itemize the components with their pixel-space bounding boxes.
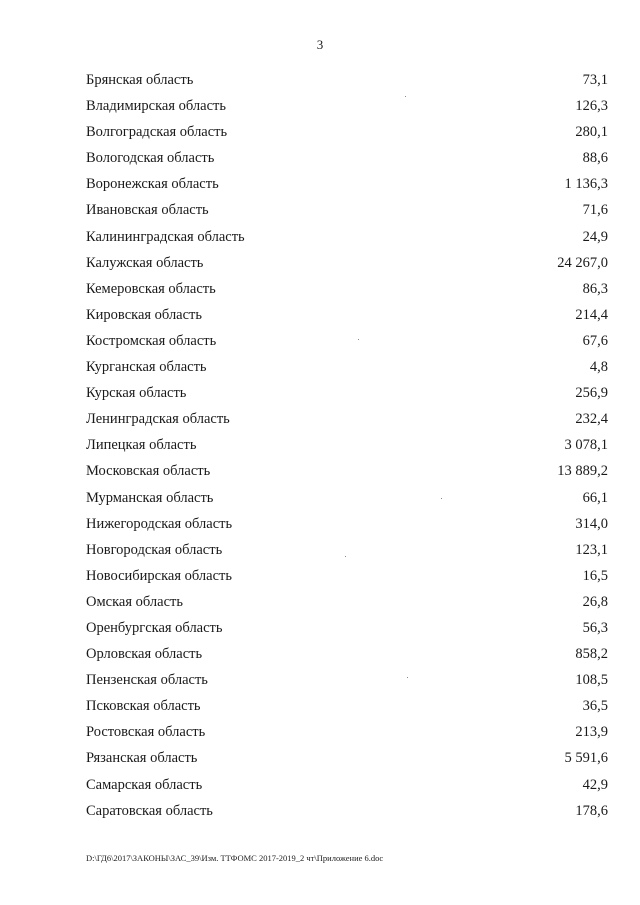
region-value: 3 078,1 <box>564 437 608 454</box>
table-row <box>86 563 608 589</box>
table-row <box>86 589 608 615</box>
table-row <box>86 380 608 406</box>
region-value: 1 136,3 <box>564 176 608 193</box>
region-name: Кировская область <box>86 306 203 323</box>
table-row <box>86 145 608 171</box>
table-row <box>86 693 608 719</box>
region-value: 280,1 <box>575 124 608 141</box>
region-name: Брянская область <box>86 72 194 88</box>
region-value: 71,6 <box>582 202 608 219</box>
scan-speck <box>345 556 346 557</box>
region-name: Воронежская область <box>86 176 219 193</box>
region-name: Оренбургская область <box>86 619 223 636</box>
region-name: Кемеровская область <box>86 280 216 297</box>
table-row <box>86 537 608 563</box>
table-row <box>86 615 608 641</box>
region-name: Ивановская область <box>86 202 209 219</box>
region-value: 858,2 <box>575 646 608 663</box>
region-value: 73,1 <box>582 72 608 88</box>
region-value: 42,9 <box>582 776 608 793</box>
table-row <box>86 745 608 771</box>
scan-speck <box>405 96 406 97</box>
table-row <box>86 354 608 380</box>
table-row <box>86 276 608 302</box>
table-row <box>86 458 608 484</box>
region-name: Омская область <box>86 593 183 610</box>
region-name: Самарская область <box>86 776 203 793</box>
region-name: Вологодская область <box>86 150 215 167</box>
scan-speck <box>407 677 408 678</box>
region-name: Костромская область <box>86 332 217 349</box>
region-name: Волгоградская область <box>86 124 228 141</box>
scan-speck <box>441 498 442 499</box>
region-name: Новгородская область <box>86 541 223 558</box>
region-value: 26,8 <box>582 593 608 610</box>
table-row <box>86 485 608 511</box>
region-value: 16,5 <box>582 567 608 584</box>
region-table <box>86 67 608 824</box>
region-name: Ленинградская область <box>86 411 230 428</box>
table-row <box>86 406 608 432</box>
region-value: 232,4 <box>575 411 608 428</box>
region-value: 5 591,6 <box>564 750 608 767</box>
table-row <box>86 772 608 798</box>
table-row <box>86 224 608 250</box>
table-row <box>86 250 608 276</box>
region-value: 24 267,0 <box>557 254 608 271</box>
region-value: 314,0 <box>575 515 608 532</box>
region-name: Орловская область <box>86 646 203 663</box>
region-name: Ростовская область <box>86 724 206 741</box>
region-name: Липецкая область <box>86 437 197 454</box>
region-name: Курская область <box>86 385 187 402</box>
region-value: 13 889,2 <box>557 463 608 480</box>
region-name: Рязанская область <box>86 750 198 767</box>
region-value: 36,5 <box>582 698 608 715</box>
table-row <box>86 197 608 223</box>
region-name: Калужская область <box>86 254 204 271</box>
region-name: Нижегородская область <box>86 515 233 532</box>
region-value: 67,6 <box>582 332 608 349</box>
region-name: Саратовская область <box>86 802 213 819</box>
region-value: 123,1 <box>575 541 608 558</box>
region-value: 88,6 <box>582 150 608 167</box>
table-row <box>86 641 608 667</box>
region-name: Калининградская область <box>86 228 245 245</box>
table-row <box>86 93 608 119</box>
table-row <box>86 67 608 93</box>
table-row <box>86 302 608 328</box>
table-row <box>86 798 608 824</box>
region-name: Владимирская область <box>86 98 226 115</box>
region-value: 213,9 <box>575 724 608 741</box>
region-name: Пензенская область <box>86 672 208 689</box>
table-row <box>86 667 608 693</box>
table-row <box>86 511 608 537</box>
region-value: 4,8 <box>589 359 608 376</box>
table-row <box>86 119 608 145</box>
region-value: 126,3 <box>575 98 608 115</box>
page-number: 3 <box>316 37 324 52</box>
region-value: 108,5 <box>575 672 608 689</box>
region-value: 86,3 <box>582 280 608 297</box>
scan-speck <box>358 339 359 340</box>
file-path-footer: D:\ГД6\2017\ЗАКОНЫ\ЗАС_39\Изм. ТТФОМС 2017-2019_2 чт\Приложение 6.doc <box>86 853 384 863</box>
region-name: Московская область <box>86 463 211 480</box>
region-name: Псковская область <box>86 698 201 715</box>
region-value: 178,6 <box>575 802 608 819</box>
region-value: 56,3 <box>582 619 608 636</box>
region-value: 24,9 <box>582 228 608 245</box>
region-name: Мурманская область <box>86 489 214 506</box>
region-name: Новосибирская область <box>86 567 232 584</box>
table-row <box>86 328 608 354</box>
table-row <box>86 171 608 197</box>
region-value: 66,1 <box>582 489 608 506</box>
table-row <box>86 432 608 458</box>
region-name: Курганская область <box>86 359 207 376</box>
region-value: 214,4 <box>575 306 608 323</box>
table-row <box>86 719 608 745</box>
region-value: 256,9 <box>575 385 608 402</box>
